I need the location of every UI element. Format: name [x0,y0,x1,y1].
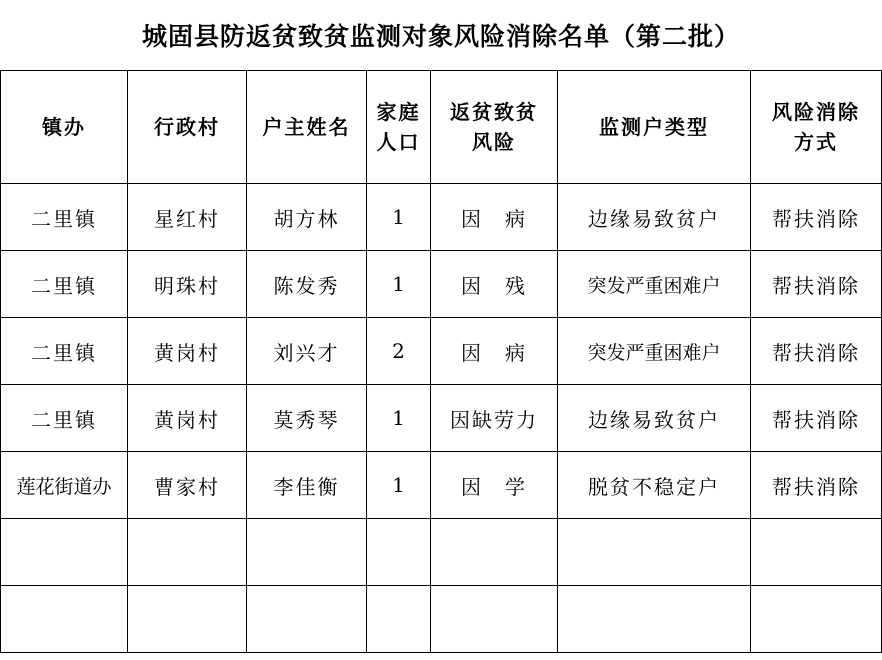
cell-type: 脱贫不稳定户 [558,452,751,519]
cell-town: 二里镇 [1,318,128,385]
empty-cell [751,586,882,653]
empty-cell [1,519,128,586]
cell-name: 胡方林 [247,184,367,251]
cell-village: 黄岗村 [128,385,247,452]
cell-size: 1 [367,251,431,318]
cell-risk: 因缺劳力 [431,385,558,452]
table-row [1,452,882,519]
cell-size: 1 [367,452,431,519]
empty-cell [558,519,751,586]
header-town: 镇办 [1,71,128,184]
table-row [1,318,882,385]
cell-method: 帮扶消除 [751,184,882,251]
cell-village: 曹家村 [128,452,247,519]
empty-cell [751,519,882,586]
cell-risk: 因 病 [431,318,558,385]
cell-name: 莫秀琴 [247,385,367,452]
empty-cell [431,519,558,586]
header-row [1,71,882,184]
empty-cell [128,519,247,586]
cell-risk: 因 学 [431,452,558,519]
header-risk-line1: 返贫致贫 [450,100,538,124]
empty-cell [431,586,558,653]
table-row [1,184,882,251]
cell-type: 突发严重困难户 [558,251,751,318]
empty-cell [247,519,367,586]
cell-size: 1 [367,385,431,452]
header-householder: 户主姓名 [247,71,367,184]
empty-row [1,586,882,653]
header-monitor-type: 监测户类型 [558,71,751,184]
cell-method: 帮扶消除 [751,251,882,318]
empty-cell [247,586,367,653]
page-title: 城固县防返贫致贫监测对象风险消除名单（第二批） [141,22,740,51]
risk-elimination-table [0,70,882,653]
cell-name: 陈发秀 [247,251,367,318]
cell-town: 二里镇 [1,251,128,318]
cell-type: 边缘易致贫户 [558,385,751,452]
empty-cell [558,586,751,653]
cell-method: 帮扶消除 [751,385,882,452]
cell-type: 边缘易致贫户 [558,184,751,251]
header-method [751,71,882,184]
header-family-size-line2: 人口 [376,130,421,154]
empty-cell [367,586,431,653]
header-village: 行政村 [128,71,247,184]
cell-risk: 因 病 [431,184,558,251]
cell-name: 刘兴才 [247,318,367,385]
table-row [1,385,882,452]
header-family-size-line1: 家庭 [376,100,421,124]
cell-town: 二里镇 [1,385,128,452]
empty-row [1,519,882,586]
cell-type: 突发严重困难户 [558,318,751,385]
cell-village: 明珠村 [128,251,247,318]
header-risk-line2: 风险 [472,130,516,154]
cell-size: 2 [367,318,431,385]
header-method-line2: 方式 [794,130,838,154]
header-method-line1: 风险消除 [772,100,860,124]
cell-town: 二里镇 [1,184,128,251]
empty-cell [1,586,128,653]
cell-name: 李佳衡 [247,452,367,519]
empty-cell [128,586,247,653]
empty-cell [367,519,431,586]
cell-method: 帮扶消除 [751,452,882,519]
cell-village: 黄岗村 [128,318,247,385]
header-risk [431,71,558,184]
table-row [1,251,882,318]
cell-town: 莲花街道办 [1,452,128,519]
cell-risk: 因 残 [431,251,558,318]
header-family-size [367,71,431,184]
cell-size: 1 [367,184,431,251]
cell-method: 帮扶消除 [751,318,882,385]
cell-village: 星红村 [128,184,247,251]
